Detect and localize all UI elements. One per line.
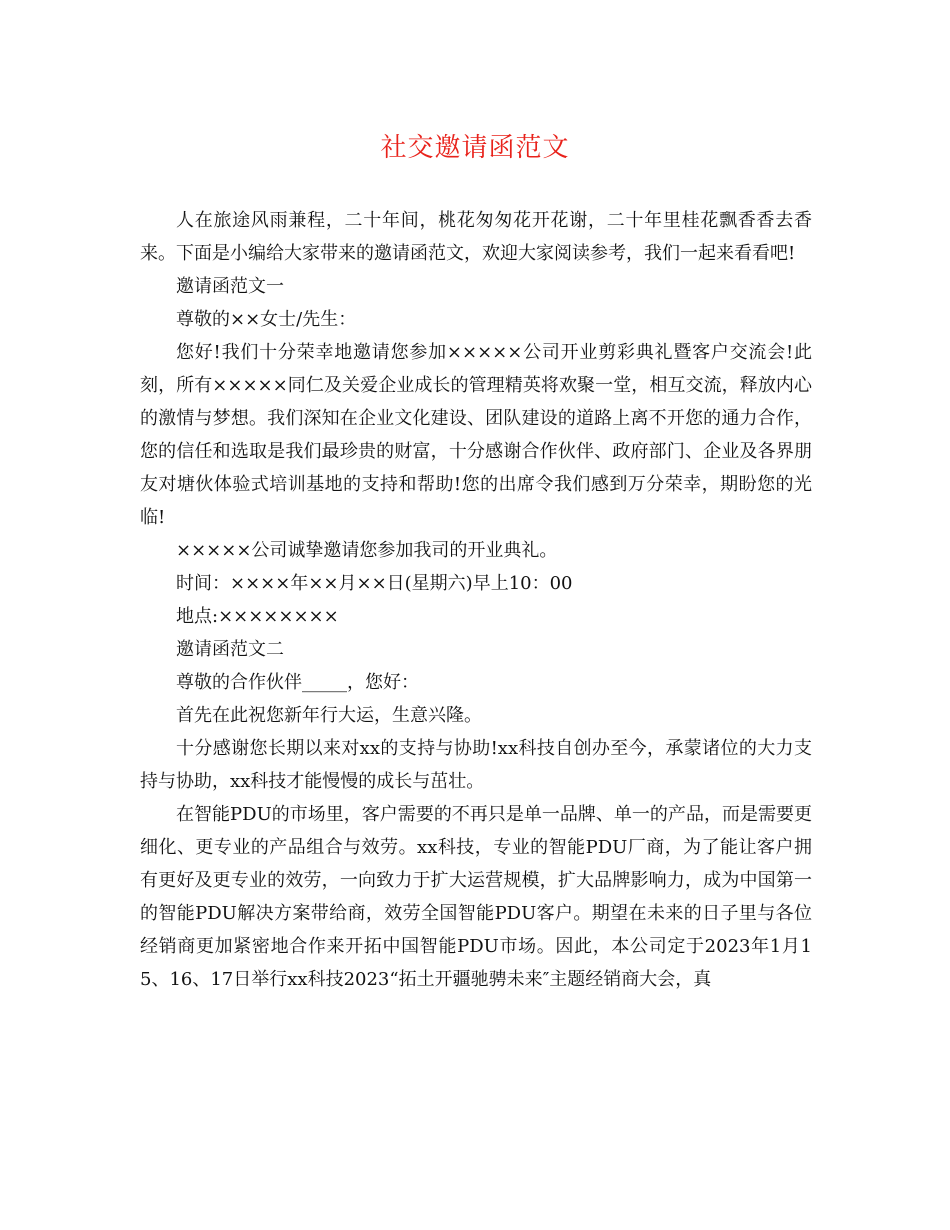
paragraph-thanks: 十分感谢您长期以来对xx的支持与协助!xx科技自创办至今，承蒙诸位的大力支持与协助，xx科技才能慢慢的成长与茁壮。 bbox=[140, 738, 812, 792]
paragraph-company-invite: ×××××公司诚挚邀请您参加我司的开业典礼。 bbox=[176, 540, 558, 561]
document-title: 社交邀请函范文 bbox=[380, 133, 570, 163]
paragraph-intro: 人在旅途风雨兼程，二十年间，桃花匆匆花开花谢，二十年里桂花飘香香去香来。下面是小编给大家带来的邀请函范文，欢迎大家阅读参考，我们一起来看看吧! bbox=[140, 210, 812, 264]
salutation-one: 尊敬的××女士/先生： bbox=[176, 309, 357, 330]
document-body bbox=[140, 204, 812, 996]
section-heading-one: 邀请函范文一 bbox=[176, 276, 284, 297]
salutation-two: 尊敬的合作伙伴_____，您好： bbox=[176, 672, 419, 693]
paragraph-invitation-one: 您好!我们十分荣幸地邀请您参加×××××公司开业剪彩典礼暨客户交流会!此刻，所有×××××同仁及关爱企业成长的管理精英将欢聚一堂，相互交流，释放内心的激情与梦想。我们深知在企业文化建设、团队建设的道路上离不开您的通力合作，您的信任和选取是我们最珍贵的财富，十分感谢合作伙伴、政府部门、企业及各界朋友对塘伙体验式培训基地的支持和帮助!您的出席令我们感到万分荣幸，期盼您的光临! bbox=[140, 342, 812, 528]
section-heading-two: 邀请函范文二 bbox=[176, 639, 284, 660]
event-time: 时间：××××年××月××日(星期六)早上10：00 bbox=[176, 573, 573, 594]
event-location: 地点:×××××××× bbox=[176, 606, 339, 627]
paragraph-market: 在智能PDU的市场里，客户需要的不再只是单一品牌、单一的产品，而是需要更细化、更专业的产品组合与效劳。xx科技，专业的智能PDU厂商，为了能让客户拥有更好及更专业的效劳，一向致力于扩大运营规模，扩大品牌影响力，成为中国第一的智能PDU解决方案带给商，效劳全国智能PDU客户。期望在未来的日子里与各位经销商更加紧密地合作来开拓中国智能PDU市场。因此，本公司定于2023年1月15、16、17日举行xx科技2023“拓土开疆驰骋未来″主题经销商大会，真 bbox=[140, 804, 812, 990]
paragraph-greeting: 首先在此祝您新年行大运，生意兴隆。 bbox=[176, 705, 482, 726]
